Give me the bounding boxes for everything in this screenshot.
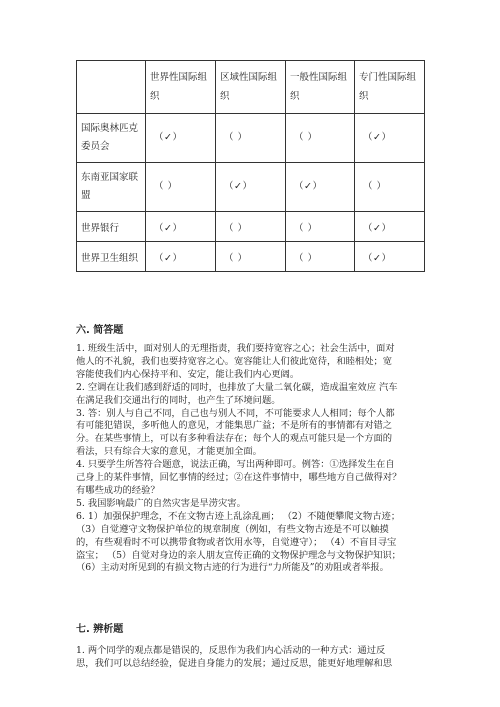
text-line: 6. 1）加强保护理念，不在文物古迹上乱涂乱画； （2）不随便攀爬文物古迹； bbox=[76, 510, 401, 522]
header-cell: 区域性国际组织 bbox=[216, 61, 286, 114]
mark-cell: （ ） bbox=[216, 242, 286, 272]
text-line: 1. 两个同学的观点都是错误的，反思作为我们内心活动的一种方式：通过反 bbox=[76, 645, 386, 656]
mark-cell: （ ） bbox=[355, 163, 425, 212]
mark-cell: （ ） bbox=[216, 114, 286, 163]
mark-cell: （✓） bbox=[146, 114, 216, 163]
mark-cell: （✓） bbox=[355, 114, 425, 163]
text-line: 分。在某些事情上，可以有多种看法存在；每个人的观点可能只是一个方面的 bbox=[76, 433, 393, 445]
text-line: 他人的不礼貌，我们也要持宽容之心。宽容能让人们彼此宽待，和睦相处；宽 bbox=[76, 355, 393, 367]
text-line: 容能使我们内心保持平和、安定，能让我们内心更阔。 bbox=[76, 368, 300, 380]
mark-cell: （✓） bbox=[355, 212, 425, 242]
header-cell: 专门性国际组织 bbox=[355, 61, 425, 114]
text-line: （6）主动对所见到的有损文物古迹的行为进行“力所能及”的劝阻或者举报。 bbox=[76, 562, 389, 574]
table-row bbox=[77, 114, 425, 163]
mark-cell: （ ） bbox=[286, 212, 355, 242]
text-line: 3. 答：别人与自己不同，自己也与别人不同，不可能要求人人相同；每个人都 bbox=[76, 407, 395, 419]
mark-cell: （✓） bbox=[355, 242, 425, 272]
text-line: 看法，只有综合大家的意见，才能更加全面。 bbox=[76, 446, 262, 458]
mark-cell: （✓） bbox=[146, 242, 216, 272]
mark-cell: （✓） bbox=[216, 163, 286, 212]
organization-table bbox=[76, 60, 425, 272]
text-line: 2. 空调在让我们感到舒适的同时，也排放了大量二氧化碳，造成温室效应 汽车 bbox=[76, 381, 398, 393]
text-line: 有哪些成功的经验？ bbox=[76, 484, 160, 496]
table-row bbox=[77, 163, 425, 212]
table-header-row bbox=[77, 61, 425, 114]
org-name-cell: 世界银行 bbox=[77, 212, 146, 242]
text-line: （3）自觉遵守文物保护单位的规章制度（例如，有些文物古迹是不可以触摸 bbox=[76, 523, 389, 535]
mark-cell: （ ） bbox=[216, 212, 286, 242]
mark-cell: （✓） bbox=[146, 212, 216, 242]
text-line: 己身上的某件事情，回忆事情的经过；②在这件事情中，哪些地方自己做得对？ bbox=[76, 472, 402, 484]
mark-cell: （ ） bbox=[286, 114, 355, 163]
short-answer-body bbox=[76, 343, 426, 575]
mark-cell: （ ） bbox=[286, 242, 355, 272]
text-line: 有可能犯错误，多听他人的意见，才能集思广益；不是所有的事情都有对错之 bbox=[76, 420, 393, 432]
section-heading-short-answer: 六. 简答题 bbox=[76, 325, 124, 336]
table-row bbox=[77, 242, 425, 272]
org-name-cell: 国际奥林匹克委员会 bbox=[77, 114, 146, 163]
text-line: 5. 我国影响最广的自然灾害是旱涝灾害。 bbox=[76, 497, 246, 509]
section-heading-analysis: 七. 辨析题 bbox=[76, 624, 124, 635]
text-line: 在满足我们交通出行的同时，也产生了环境问题。 bbox=[76, 394, 281, 406]
text-line: 1. 班级生活中，面对别人的无理指责，我们要持宽容之心；社会生活中，面对 bbox=[76, 343, 395, 354]
table-row bbox=[77, 212, 425, 242]
header-cell: 世界性国际组织 bbox=[146, 61, 216, 114]
mark-cell: （ ） bbox=[146, 163, 216, 212]
header-cell bbox=[77, 61, 146, 114]
text-line: 4. 只要学生所答符合题意，说法正确，写出两种即可。例答：①选择发生在自 bbox=[76, 459, 395, 471]
text-line: 思，我们可以总结经验，促进自身能力的发展；通过反思，能更好地理解和思 bbox=[76, 657, 393, 669]
text-line: 的，有些观看时不可以携带食物或者饮用水等，自觉遵守）； （4）不盲目寻宝 bbox=[76, 536, 397, 548]
header-cell: 一般性国际组织 bbox=[286, 61, 355, 114]
org-name-cell: 世界卫生组织 bbox=[77, 242, 146, 272]
analysis-body bbox=[76, 645, 426, 671]
mark-cell: （✓） bbox=[286, 163, 355, 212]
text-line: 盗宝； （5）自觉对身边的亲人朋友宣传正确的文物保护理念与文物保护知识； bbox=[76, 549, 401, 561]
org-name-cell: 东南亚国家联盟 bbox=[77, 163, 146, 212]
